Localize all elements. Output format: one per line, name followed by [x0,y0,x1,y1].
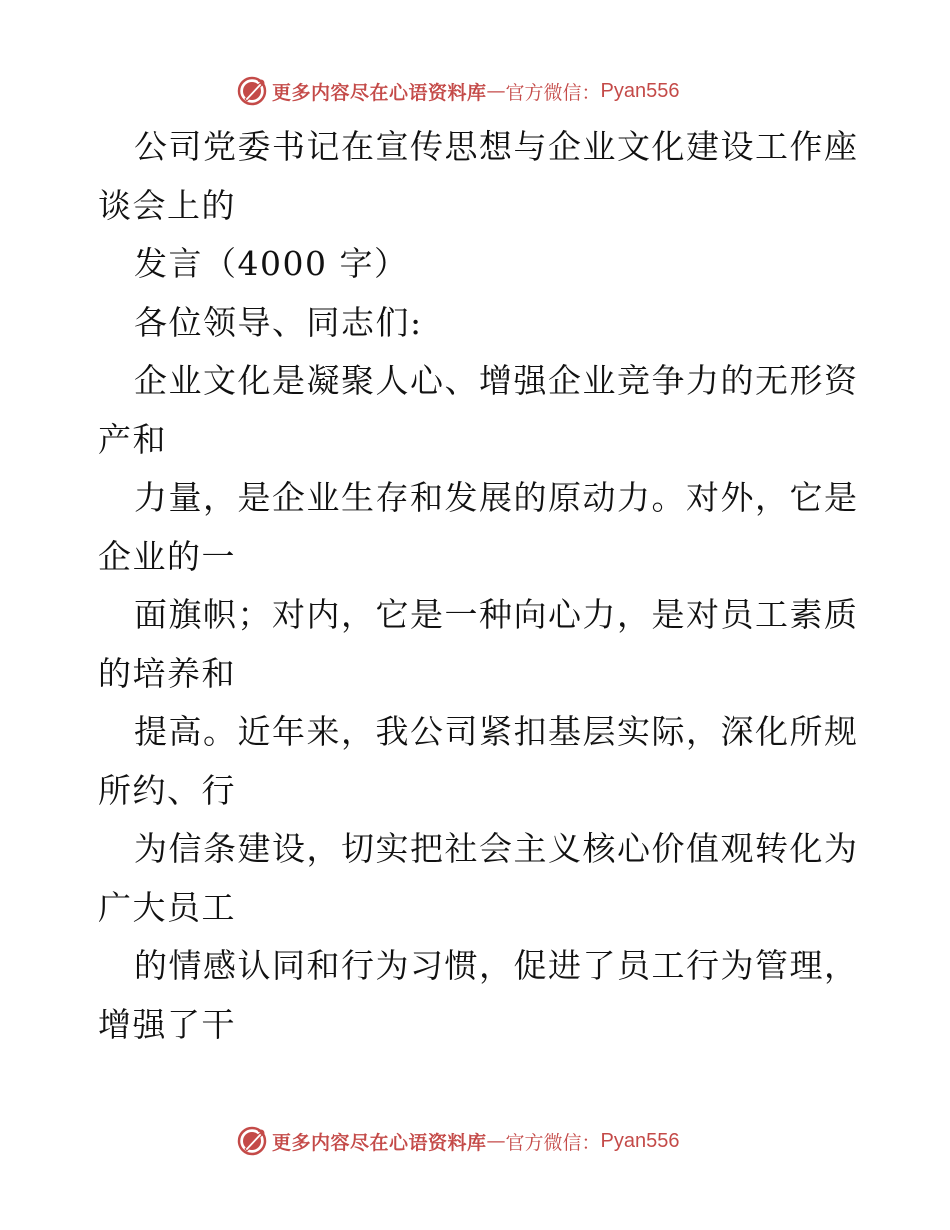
text-line: 的情感认同和行为习惯，促进了员工行为管理， [134,946,859,985]
document-body [98,118,858,1054]
text-line: 为信条建设，切实把社会主义核心价值观转化为 [134,829,859,868]
quill-pen-logo-icon [236,1125,268,1157]
text-line: 企业的一 [98,536,236,576]
text-line: 发言（4000 字） [134,244,409,283]
text-line: 公司党委书记在宣传思想与企业文化建设工作座 [134,127,859,166]
text-line: 的培养和 [98,653,236,693]
banner-slogan: 更多内容尽在心语资料库 [272,1131,487,1154]
quill-pen-logo-icon [236,75,268,107]
text-line: 提高。近年来，我公司紧扣基层实际，深化所规 [134,712,859,751]
banner-wechat-id: Pyan556 [600,1129,680,1152]
header-banner [236,74,680,108]
text-line: 力量，是企业生存和发展的原动力。对外，它是 [134,478,859,517]
banner-wechat-id: Pyan556 [600,79,680,102]
text-line: 面旗帜；对内，它是一种向心力，是对员工素质 [134,595,859,634]
banner-wechat-label: 官方微信： [505,1131,601,1154]
text-line: 所约、行 [98,770,236,810]
footer-banner [236,1124,680,1158]
banner-slogan: 更多内容尽在心语资料库 [272,81,487,104]
text-line: 谈会上的 [98,185,236,225]
text-line: 广大员工 [98,887,236,927]
banner-wechat-label: 官方微信： [505,81,601,104]
text-line: 产和 [98,419,167,459]
text-line: 增强了干 [98,1004,236,1044]
banner-dash: — [486,80,506,102]
text-line: 企业文化是凝聚人心、增强企业竞争力的无形资 [134,361,859,400]
text-line: 各位领导、同志们: [134,302,423,342]
banner-dash: — [486,1130,506,1152]
